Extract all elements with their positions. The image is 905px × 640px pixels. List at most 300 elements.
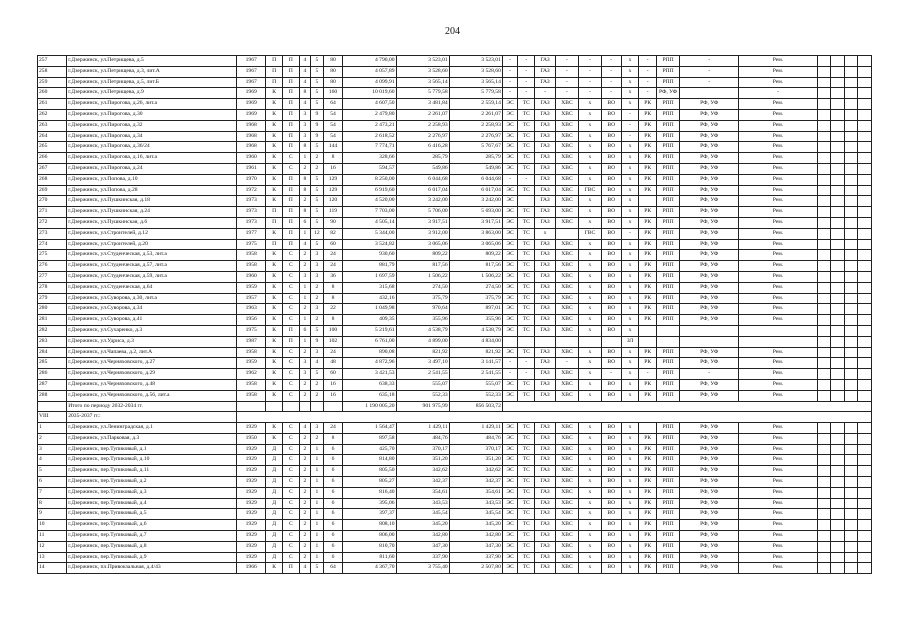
work-type: РПП xyxy=(657,477,680,488)
building-param: С xyxy=(282,282,299,293)
work-type: х xyxy=(621,88,639,99)
building-param: П xyxy=(282,336,299,347)
area-total: 351,20 xyxy=(396,455,449,466)
building-param: Д xyxy=(266,520,283,531)
building-param: П xyxy=(282,99,299,110)
work-type: ЭС xyxy=(502,163,518,174)
building-param: С xyxy=(282,379,299,390)
table-row xyxy=(38,131,872,142)
table-row xyxy=(38,185,872,196)
empty-cell xyxy=(844,552,858,563)
area-living: 354,61 xyxy=(449,487,502,498)
empty-cell xyxy=(323,401,343,412)
building-param: 8 xyxy=(323,433,343,444)
area-living: 3 523,01 xyxy=(449,56,502,67)
work-type: х xyxy=(621,455,639,466)
building-param: 9 xyxy=(311,109,324,120)
work-type: ВО xyxy=(601,433,621,444)
area-total: 2 541,55 xyxy=(396,369,449,380)
building-param: П xyxy=(282,217,299,228)
work-type xyxy=(518,196,535,207)
work-type: х xyxy=(578,196,601,207)
work-type: РК xyxy=(639,282,657,293)
row-number: 13 xyxy=(38,552,67,563)
building-param: 4 xyxy=(299,239,310,250)
work-type: РФ, УФ xyxy=(680,423,739,434)
work-type: ГАЗ xyxy=(535,120,556,131)
year-built: 1958 xyxy=(237,390,266,401)
work-type: ВО xyxy=(601,153,621,164)
building-param: 6 xyxy=(323,520,343,531)
note: Рем. xyxy=(739,315,817,326)
work-type xyxy=(639,325,657,336)
cost: 10 019,60 xyxy=(343,88,396,99)
work-type: ВО xyxy=(601,531,621,542)
work-type: ТС xyxy=(518,455,535,466)
building-param: 2 xyxy=(299,477,310,488)
work-type: х xyxy=(578,541,601,552)
area-living: 817,56 xyxy=(449,261,502,272)
building-param: 5 xyxy=(311,325,324,336)
building-param: 24 xyxy=(323,347,343,358)
note: Рем. xyxy=(739,433,817,444)
building-param: 24 xyxy=(323,261,343,272)
total-living: 856 503,72 xyxy=(449,401,502,412)
empty-cell xyxy=(844,541,858,552)
work-type: ГАЗ xyxy=(535,444,556,455)
work-type: х xyxy=(578,261,601,272)
work-type: - xyxy=(535,88,556,99)
work-type: ЭС xyxy=(502,455,518,466)
work-type: РПП xyxy=(657,390,680,401)
empty-cell xyxy=(858,217,872,228)
building-param: 8 xyxy=(299,185,310,196)
building-param: К xyxy=(266,336,283,347)
empty-cell xyxy=(844,185,858,196)
building-param: 1 xyxy=(299,336,310,347)
area-living: 549,86 xyxy=(449,163,502,174)
work-type: ВО xyxy=(601,163,621,174)
row-number: 277 xyxy=(38,271,67,282)
empty-cell xyxy=(844,217,858,228)
year-built: 1968 xyxy=(237,142,266,153)
building-param: К xyxy=(266,99,283,110)
work-type: - xyxy=(639,77,657,88)
area-living: 337,90 xyxy=(449,552,502,563)
work-type: РФ, УФ xyxy=(680,315,739,326)
empty-cell xyxy=(858,520,872,531)
empty-cell xyxy=(817,250,831,261)
work-type: - xyxy=(518,56,535,67)
empty-cell xyxy=(831,261,845,272)
empty-cell xyxy=(858,455,872,466)
area-total: 1 429,11 xyxy=(396,423,449,434)
work-type: РФ, УФ xyxy=(657,88,680,99)
area-living: 285,79 xyxy=(449,153,502,164)
work-type: ТС xyxy=(518,120,535,131)
work-type: ГАЗ xyxy=(535,196,556,207)
work-type: РК xyxy=(639,444,657,455)
empty-cell xyxy=(817,304,831,315)
work-type: ВО xyxy=(601,142,621,153)
empty-cell xyxy=(817,56,831,67)
work-type: х xyxy=(621,531,639,542)
work-type: РПП xyxy=(657,153,680,164)
area-living: 345,54 xyxy=(449,509,502,520)
building-param: 4 xyxy=(311,358,324,369)
building-param: К xyxy=(266,142,283,153)
work-type: ВО xyxy=(601,498,621,509)
work-type: х xyxy=(578,498,601,509)
work-type: - xyxy=(639,56,657,67)
empty-cell xyxy=(844,520,858,531)
building-param: К xyxy=(266,325,283,336)
table-row xyxy=(38,509,872,520)
empty-cell xyxy=(858,487,872,498)
building-param: 5 xyxy=(311,369,324,380)
empty-cell xyxy=(831,531,845,542)
work-type: х xyxy=(535,228,556,239)
empty-cell xyxy=(858,185,872,196)
work-type: ХВС xyxy=(556,99,579,110)
work-type: - xyxy=(578,77,601,88)
work-type: ЭС xyxy=(502,541,518,552)
row-number: 284 xyxy=(38,347,67,358)
empty-cell xyxy=(858,423,872,434)
cost: 409,35 xyxy=(343,315,396,326)
row-number: 267 xyxy=(38,163,67,174)
empty-cell xyxy=(831,207,845,218)
building-param: К xyxy=(266,250,283,261)
work-type: РФ, УФ xyxy=(680,142,739,153)
work-type: ГАЗ xyxy=(535,174,556,185)
area-total: 3 523,01 xyxy=(396,56,449,67)
work-type: РПП xyxy=(657,455,680,466)
note: Рем. xyxy=(739,109,817,120)
work-type: ТС xyxy=(518,142,535,153)
work-type: - xyxy=(518,174,535,185)
building-param: П xyxy=(282,174,299,185)
building-param: 82 xyxy=(323,228,343,239)
empty-cell xyxy=(858,88,872,99)
row-number: 265 xyxy=(38,142,67,153)
work-type: ХВС xyxy=(556,250,579,261)
building-param: 9 xyxy=(311,120,324,131)
work-type: х xyxy=(578,207,601,218)
work-type: РФ, УФ xyxy=(680,444,739,455)
work-type: РПП xyxy=(657,423,680,434)
year-built: 1960 xyxy=(237,271,266,282)
work-type: ГАЗ xyxy=(535,239,556,250)
work-type: ТС xyxy=(518,531,535,542)
empty-cell xyxy=(817,336,831,347)
work-type: - xyxy=(502,77,518,88)
work-type: ВО xyxy=(601,347,621,358)
work-type: ГАЗ xyxy=(535,552,556,563)
note: Рем. xyxy=(739,120,817,131)
work-type: ВО xyxy=(601,239,621,250)
work-type: ВО xyxy=(601,466,621,477)
building-param: 9 xyxy=(311,131,324,142)
empty-cell xyxy=(817,509,831,520)
row-number: 7 xyxy=(38,487,67,498)
work-type: ГАЗ xyxy=(535,261,556,272)
building-param: 8 xyxy=(299,207,310,218)
work-type: х xyxy=(578,109,601,120)
empty-cell xyxy=(831,379,845,390)
work-type: х xyxy=(578,390,601,401)
work-type: РФ, УФ xyxy=(680,228,739,239)
building-param: 3 xyxy=(299,358,310,369)
area-living: 3 528,60 xyxy=(449,66,502,77)
year-built: 1958 xyxy=(237,250,266,261)
address: г.Дзержинск, пер.Тупиковый, д.8 xyxy=(67,541,237,552)
work-type: РК xyxy=(639,142,657,153)
empty-cell xyxy=(831,56,845,67)
work-type: РПП xyxy=(657,379,680,390)
year-built: 1967 xyxy=(237,66,266,77)
work-type: ТС xyxy=(518,509,535,520)
empty-cell xyxy=(844,293,858,304)
building-param: 60 xyxy=(323,239,343,250)
work-type: РПП xyxy=(657,99,680,110)
building-param: К xyxy=(266,369,283,380)
work-type: РПП xyxy=(657,185,680,196)
building-param: 2 xyxy=(299,520,310,531)
work-type: ГАЗ xyxy=(535,325,556,336)
address: г.Дзержинск, ул.Чапаева, д.2, лит.А xyxy=(67,347,237,358)
empty-cell xyxy=(831,358,845,369)
work-type: ХВС xyxy=(556,131,579,142)
work-type: ТС xyxy=(518,563,535,574)
work-type: х xyxy=(578,142,601,153)
work-type: ВО xyxy=(601,358,621,369)
empty-cell xyxy=(817,477,831,488)
address: г.Дзержинск, ул.Пушкинская, д.18 xyxy=(67,196,237,207)
building-param: 1 xyxy=(299,282,310,293)
building-param: П xyxy=(266,217,283,228)
row-number: 10 xyxy=(38,520,67,531)
work-type: х xyxy=(621,563,639,574)
work-type: х xyxy=(621,509,639,520)
empty-cell xyxy=(831,444,845,455)
address: г.Дзержинск, ул.Пирогова, д.34 xyxy=(67,131,237,142)
work-type: - xyxy=(556,358,579,369)
work-type: ТС xyxy=(518,228,535,239)
work-type: - xyxy=(601,369,621,380)
empty-cell xyxy=(844,390,858,401)
area-total: 342,62 xyxy=(396,466,449,477)
empty-cell xyxy=(817,217,831,228)
empty-cell xyxy=(858,379,872,390)
area-living: 2 258,93 xyxy=(449,120,502,131)
year-built: 1958 xyxy=(237,261,266,272)
area-total: 345,54 xyxy=(396,509,449,520)
work-type: ГАЗ xyxy=(535,509,556,520)
work-type: ВО xyxy=(601,444,621,455)
work-type: ТС xyxy=(518,207,535,218)
building-param: 1 xyxy=(311,455,324,466)
work-type: ХВС xyxy=(556,498,579,509)
work-type: РК xyxy=(639,390,657,401)
building-param: С xyxy=(282,271,299,282)
work-type: - xyxy=(639,369,657,380)
building-param: 4 xyxy=(299,563,310,574)
row-number: 264 xyxy=(38,131,67,142)
work-type: х xyxy=(621,433,639,444)
building-param: 5 xyxy=(311,207,324,218)
work-type: ТС xyxy=(518,444,535,455)
cost: 881,79 xyxy=(343,261,396,272)
empty-cell xyxy=(858,304,872,315)
address: г.Дзержинск, ул.Пирогова, д.26, лит.а xyxy=(67,99,237,110)
work-type: х xyxy=(621,423,639,434)
empty-cell xyxy=(817,466,831,477)
empty-cell xyxy=(844,131,858,142)
work-type: РК xyxy=(639,120,657,131)
building-param: 1 xyxy=(311,531,324,542)
year-built: 1929 xyxy=(237,520,266,531)
work-type: ХВС xyxy=(556,261,579,272)
table-row xyxy=(38,217,872,228)
building-param: С xyxy=(282,250,299,261)
table-row xyxy=(38,239,872,250)
area-living: 5 693,00 xyxy=(449,207,502,218)
empty-cell xyxy=(858,531,872,542)
work-type: РФ, УФ xyxy=(680,531,739,542)
work-type: РФ, УФ xyxy=(680,487,739,498)
area-living: 342,80 xyxy=(449,531,502,542)
area-living: 342,62 xyxy=(449,466,502,477)
work-type: - xyxy=(601,77,621,88)
building-param: С xyxy=(282,153,299,164)
work-type xyxy=(556,336,579,347)
work-type: РФ, УФ xyxy=(680,563,739,574)
work-type: х xyxy=(621,271,639,282)
cost: 7 703,00 xyxy=(343,207,396,218)
work-type: х xyxy=(578,423,601,434)
row-number: 270 xyxy=(38,196,67,207)
empty-cell xyxy=(817,455,831,466)
building-param: С xyxy=(282,541,299,552)
building-param: 4 xyxy=(299,99,310,110)
empty-cell xyxy=(817,142,831,153)
building-param: 3 xyxy=(311,423,324,434)
empty-cell xyxy=(831,541,845,552)
table-row xyxy=(38,109,872,120)
empty-cell xyxy=(817,131,831,142)
building-param: 6 xyxy=(323,541,343,552)
cost: 395,06 xyxy=(343,498,396,509)
work-type: х xyxy=(621,477,639,488)
work-type: ХВС xyxy=(556,163,579,174)
row-number: 286 xyxy=(38,369,67,380)
page-number: 204 xyxy=(445,26,460,37)
address: г.Дзержинск, пер.Тупиковый, д.6 xyxy=(67,520,237,531)
building-param: П xyxy=(282,131,299,142)
address: г.Дзержинск, ул.Попова, д.10 xyxy=(67,174,237,185)
area-living: 2 507,80 xyxy=(449,563,502,574)
work-type: ЭС xyxy=(502,282,518,293)
empty-cell xyxy=(831,239,845,250)
work-type: ГАЗ xyxy=(535,217,556,228)
work-type: х xyxy=(578,466,601,477)
work-type: х xyxy=(578,250,601,261)
cost: 4 790,00 xyxy=(343,56,396,67)
work-type: РК xyxy=(639,466,657,477)
table-row xyxy=(38,163,872,174)
row-number: 12 xyxy=(38,541,67,552)
row-number: 278 xyxy=(38,282,67,293)
area-total: 354,61 xyxy=(396,487,449,498)
note: Рем. xyxy=(739,142,817,153)
building-param: С xyxy=(282,304,299,315)
work-type: ТС xyxy=(518,282,535,293)
building-param: 4 xyxy=(299,77,310,88)
building-param: П xyxy=(282,66,299,77)
work-type: х xyxy=(578,379,601,390)
work-type: ТС xyxy=(518,131,535,142)
table-row xyxy=(38,520,872,531)
cost: 397,37 xyxy=(343,509,396,520)
building-param: 2 xyxy=(299,487,310,498)
work-type: ВО xyxy=(601,228,621,239)
empty-cell xyxy=(844,444,858,455)
empty-cell xyxy=(831,88,845,99)
building-param: 1 xyxy=(311,466,324,477)
empty-cell xyxy=(858,541,872,552)
work-type: ТС xyxy=(518,271,535,282)
empty-cell xyxy=(817,498,831,509)
building-param: К xyxy=(266,109,283,120)
empty-cell xyxy=(844,207,858,218)
address: г.Дзержинск, ул.Пушкинская, д.6 xyxy=(67,217,237,228)
building-param: 3 xyxy=(299,131,310,142)
work-type: ХВС xyxy=(556,207,579,218)
work-type: РПП xyxy=(657,563,680,574)
building-param: 12 xyxy=(311,228,324,239)
work-type: ТС xyxy=(518,498,535,509)
building-param: Д xyxy=(266,531,283,542)
building-param: К xyxy=(266,153,283,164)
work-type: х xyxy=(621,369,639,380)
year-built: 1960 xyxy=(237,153,266,164)
building-param: П xyxy=(266,239,283,250)
work-type: РФ, УФ xyxy=(680,379,739,390)
work-type xyxy=(535,336,556,347)
row-number: 268 xyxy=(38,174,67,185)
work-type: ТС xyxy=(518,315,535,326)
work-type: ХВС xyxy=(556,217,579,228)
year-built: 1929 xyxy=(237,509,266,520)
building-param: 3 xyxy=(299,109,310,120)
work-type: ГВС xyxy=(578,228,601,239)
work-type: - xyxy=(518,66,535,77)
empty-cell xyxy=(831,217,845,228)
work-type: РПП xyxy=(657,520,680,531)
building-param: 2 xyxy=(299,444,310,455)
work-type: ТС xyxy=(518,477,535,488)
building-param: К xyxy=(266,88,283,99)
work-type: ГАЗ xyxy=(535,423,556,434)
work-type: РК xyxy=(639,498,657,509)
year-built: 1929 xyxy=(237,498,266,509)
table-row xyxy=(38,390,872,401)
work-type: ЭС xyxy=(502,228,518,239)
building-param: 5 xyxy=(311,217,324,228)
work-type: ХВС xyxy=(556,433,579,444)
empty-cell xyxy=(844,261,858,272)
